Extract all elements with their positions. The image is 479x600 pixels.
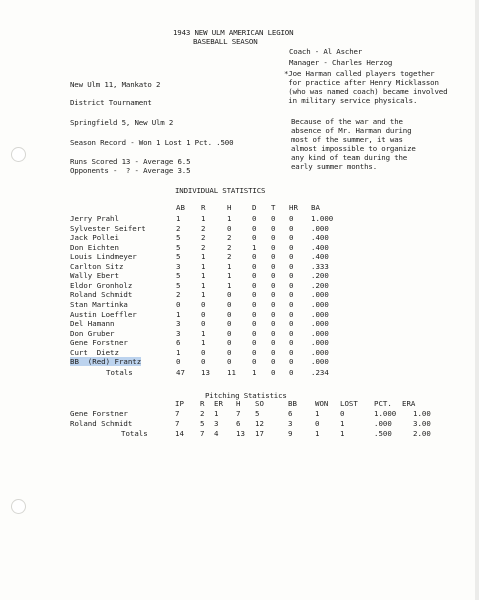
stat-r: 2 [201, 242, 206, 252]
stat-hr: 0 [289, 242, 294, 252]
stat-hr: 0 [289, 214, 294, 223]
stat-r: 1 [201, 214, 206, 223]
stat-t: 0 [271, 271, 276, 281]
stat-t: 0 [271, 242, 276, 252]
column-header-h: H [227, 203, 232, 212]
pitch-stat-bb: 3 [288, 419, 293, 428]
pitching-column-header: ER [214, 399, 223, 408]
stat-hr: 0 [289, 347, 294, 357]
stat-hr: 0 [289, 309, 294, 319]
stat-h: 0 [227, 223, 232, 233]
stat-r: 0 [201, 299, 206, 309]
stat-d: 0 [252, 214, 257, 223]
stat-h: 1 [227, 280, 232, 290]
stat-ab: 5 [176, 252, 181, 262]
stat-h: 0 [227, 328, 232, 338]
stat-hr: 0 [289, 319, 294, 329]
stat-ba: .000 [311, 290, 329, 300]
pitch-stat-pct: 1.000 [374, 409, 397, 418]
pitching-column-header: LOST [340, 399, 358, 408]
pitch-total-ip: 14 [175, 429, 184, 438]
stat-ab: 6 [176, 338, 181, 348]
stat-h: 0 [227, 347, 232, 357]
stat-d: 0 [252, 271, 257, 281]
total-t: 0 [271, 367, 276, 377]
stat-t: 0 [271, 261, 276, 271]
stat-d: 0 [252, 299, 257, 309]
war-note-line: any kind of team during the [291, 153, 408, 162]
pitch-total-pct: .500 [374, 429, 392, 438]
pitch-stat-won: 1 [315, 409, 320, 418]
stat-d: 0 [252, 309, 257, 319]
stat-r: 1 [201, 280, 206, 290]
stat-ba: .000 [311, 357, 329, 367]
document-subtitle: BASEBALL SEASON [193, 37, 258, 46]
page-edge [475, 0, 479, 600]
stat-t: 0 [271, 214, 276, 223]
stat-ab: 2 [176, 223, 181, 233]
stat-hr: 0 [289, 261, 294, 271]
pitch-total-er: 4 [214, 429, 219, 438]
stat-t: 0 [271, 319, 276, 329]
pitch-stat-era: 1.00 [413, 409, 431, 418]
player-name: Gene Forstner [70, 338, 128, 348]
player-name: Wally Ebert [70, 271, 119, 281]
player-name: Carlton Sitz [70, 261, 124, 271]
pitch-stat-so: 5 [255, 409, 260, 418]
stat-ab: 0 [176, 357, 181, 367]
stat-ba: .000 [311, 299, 329, 309]
pitching-column-header: BB [288, 399, 297, 408]
stat-h: 1 [227, 214, 232, 223]
pitch-stat-won: 0 [315, 419, 320, 428]
pitch-stat-r: 5 [200, 419, 205, 428]
war-note-line: Because of the war and the [291, 117, 403, 126]
staff-note-line: in military service physicals. [284, 96, 418, 105]
stat-d: 0 [252, 347, 257, 357]
pitch-stat-er: 3 [214, 419, 219, 428]
player-name: Del Hamann [70, 319, 115, 329]
punch-hole [11, 499, 26, 514]
stat-t: 0 [271, 223, 276, 233]
pitching-column-header: R [200, 399, 205, 408]
runs-scored: Runs Scored 13 - Average 6.5 [70, 157, 191, 166]
war-note-line: most of the summer, it was [291, 135, 403, 144]
stat-ba: .400 [311, 242, 329, 252]
stat-h: 0 [227, 299, 232, 309]
total-ba: .234 [311, 367, 329, 377]
stat-r: 0 [201, 319, 206, 329]
stat-ab: 1 [176, 309, 181, 319]
stat-r: 1 [201, 328, 206, 338]
stat-t: 0 [271, 299, 276, 309]
player-name: Roland Schmidt [70, 290, 133, 300]
stat-hr: 0 [289, 233, 294, 243]
pitch-stat-bb: 6 [288, 409, 293, 418]
pitch-total-r: 7 [200, 429, 205, 438]
column-header-hr: HR [289, 203, 298, 212]
game-result-2: Springfield 5, New Ulm 2 [70, 118, 174, 127]
pitching-column-header: WON [315, 399, 329, 408]
tournament-label: District Tournament [70, 98, 152, 107]
stat-d: 0 [252, 290, 257, 300]
stat-r: 1 [201, 261, 206, 271]
stat-d: 0 [252, 328, 257, 338]
stat-d: 1 [252, 242, 257, 252]
player-name: Stan Martinka [70, 299, 128, 309]
stat-r: 0 [201, 357, 206, 367]
stat-r: 0 [201, 309, 206, 319]
pitch-total-won: 1 [315, 429, 320, 438]
pitch-total-bb: 9 [288, 429, 293, 438]
stat-hr: 0 [289, 290, 294, 300]
pitch-stat-h: 7 [236, 409, 241, 418]
pitching-column-header: IP [175, 399, 184, 408]
pitching-totals-label: Totals [121, 429, 148, 438]
stat-ab: 5 [176, 233, 181, 243]
staff-note-line: *Joe Harman called players together [284, 69, 435, 78]
stat-d: 0 [252, 223, 257, 233]
player-name: Sylvester Seifert [70, 223, 146, 233]
pitch-stat-pct: .000 [374, 419, 392, 428]
pitch-stat-era: 3.00 [413, 419, 431, 428]
stat-ba: .333 [311, 261, 329, 271]
season-record: Season Record - Won 1 Lost 1 Pct. .500 [70, 138, 234, 147]
column-header-t: T [271, 203, 276, 212]
column-header-ba: BA [311, 203, 320, 212]
stat-ba: 1.000 [311, 214, 334, 223]
totals-label: Totals [106, 367, 133, 377]
pitch-total-h: 13 [236, 429, 245, 438]
column-header-r: R [201, 203, 206, 212]
stat-r: 2 [201, 233, 206, 243]
stat-h: 1 [227, 261, 232, 271]
stat-t: 0 [271, 309, 276, 319]
player-name: Don Gruber [70, 328, 115, 338]
stat-h: 2 [227, 233, 232, 243]
player-name: Don Eichten [70, 242, 119, 252]
pitch-total-era: 2.00 [413, 429, 431, 438]
pitch-stat-ip: 7 [175, 419, 180, 428]
pitching-column-header: H [236, 399, 241, 408]
player-name: BB (Red) Frantz [70, 357, 142, 367]
staff-note-line: (who was named coach) became involved [284, 87, 448, 96]
column-header-ab: AB [176, 203, 185, 212]
stat-r: 1 [201, 252, 206, 262]
stat-ba: .000 [311, 347, 329, 357]
stat-h: 0 [227, 319, 232, 329]
stat-t: 0 [271, 233, 276, 243]
stat-t: 0 [271, 338, 276, 348]
stat-ba: .200 [311, 271, 329, 281]
total-hr: 0 [289, 367, 294, 377]
pitcher-name: Roland Schmidt [70, 419, 133, 428]
stat-ba: .400 [311, 233, 329, 243]
player-name: Jerry Prahl [70, 214, 119, 223]
pitcher-name: Gene Forstner [70, 409, 128, 418]
pitch-total-lost: 1 [340, 429, 345, 438]
stat-t: 0 [271, 357, 276, 367]
stat-ab: 5 [176, 280, 181, 290]
stat-hr: 0 [289, 223, 294, 233]
stat-ba: .000 [311, 328, 329, 338]
stat-r: 0 [201, 347, 206, 357]
pitching-column-header: ERA [402, 399, 416, 408]
stat-h: 1 [227, 271, 232, 281]
total-h: 11 [227, 367, 236, 377]
stat-d: 0 [252, 319, 257, 329]
stat-r: 2 [201, 223, 206, 233]
stat-ab: 0 [176, 299, 181, 309]
war-note-line: almost impossible to organize [291, 144, 416, 153]
stat-ba: .000 [311, 223, 329, 233]
player-name: Eldor Gronholz [70, 280, 133, 290]
war-note-line: early summer months. [291, 162, 377, 171]
player-name: Louis Lindmeyer [70, 252, 137, 262]
stat-d: 0 [252, 233, 257, 243]
stat-ba: .400 [311, 252, 329, 262]
opponents-runs: Opponents - ? - Average 3.5 [70, 166, 191, 175]
game-result-1: New Ulm 11, Mankato 2 [70, 80, 161, 89]
stat-ba: .200 [311, 280, 329, 290]
stat-t: 0 [271, 252, 276, 262]
coach-line: Coach - Al Ascher [289, 47, 363, 56]
stat-h: 2 [227, 252, 232, 262]
stat-ab: 1 [176, 347, 181, 357]
stat-ab: 3 [176, 261, 181, 271]
stat-d: 0 [252, 261, 257, 271]
player-name: Jack Pollei [70, 233, 119, 243]
war-note-line: absence of Mr. Harman during [291, 126, 412, 135]
pitching-column-header: PCT. [374, 399, 392, 408]
pitching-stats-heading: Pitching Statistics [205, 391, 287, 400]
player-name: Austin Loeffler [70, 309, 137, 319]
pitch-stat-so: 12 [255, 419, 264, 428]
total-d: 1 [252, 367, 257, 377]
stat-t: 0 [271, 280, 276, 290]
stat-h: 0 [227, 309, 232, 319]
stat-ab: 2 [176, 290, 181, 300]
stat-ba: .000 [311, 309, 329, 319]
column-header-d: D [252, 203, 257, 212]
stat-t: 0 [271, 347, 276, 357]
pitch-stat-ip: 7 [175, 409, 180, 418]
stat-h: 0 [227, 357, 232, 367]
punch-hole [11, 147, 26, 162]
pitch-stat-lost: 0 [340, 409, 345, 418]
stat-h: 2 [227, 242, 232, 252]
stat-ab: 3 [176, 319, 181, 329]
stat-ab: 3 [176, 328, 181, 338]
stat-h: 0 [227, 338, 232, 348]
stat-ab: 5 [176, 242, 181, 252]
stat-hr: 0 [289, 357, 294, 367]
stat-ba: .000 [311, 338, 329, 348]
stat-t: 0 [271, 290, 276, 300]
stat-d: 0 [252, 357, 257, 367]
manager-line: Manager - Charles Herzog [289, 58, 393, 67]
stat-hr: 0 [289, 280, 294, 290]
stat-d: 0 [252, 252, 257, 262]
total-r: 13 [201, 367, 210, 377]
stat-d: 0 [252, 280, 257, 290]
pitch-stat-er: 1 [214, 409, 219, 418]
stat-r: 1 [201, 290, 206, 300]
pitch-total-so: 17 [255, 429, 264, 438]
player-name: Curt Dietz [70, 347, 119, 357]
document-title: 1943 NEW ULM AMERICAN LEGION [173, 28, 294, 37]
stat-hr: 0 [289, 252, 294, 262]
total-ab: 47 [176, 367, 185, 377]
stat-t: 0 [271, 328, 276, 338]
stat-d: 0 [252, 338, 257, 348]
stat-hr: 0 [289, 271, 294, 281]
stat-hr: 0 [289, 338, 294, 348]
individual-stats-heading: INDIVIDUAL STATISTICS [175, 186, 266, 195]
stat-ab: 1 [176, 214, 181, 223]
pitching-column-header: SO [255, 399, 264, 408]
staff-note-line: for practice after Henry Micklasson [284, 78, 439, 87]
stat-ba: .000 [311, 319, 329, 329]
stat-hr: 0 [289, 299, 294, 309]
stat-r: 1 [201, 338, 206, 348]
pitch-stat-r: 2 [200, 409, 205, 418]
stat-ab: 5 [176, 271, 181, 281]
pitch-stat-lost: 1 [340, 419, 345, 428]
stat-h: 0 [227, 290, 232, 300]
pitch-stat-h: 6 [236, 419, 241, 428]
stat-hr: 0 [289, 328, 294, 338]
stat-r: 1 [201, 271, 206, 281]
